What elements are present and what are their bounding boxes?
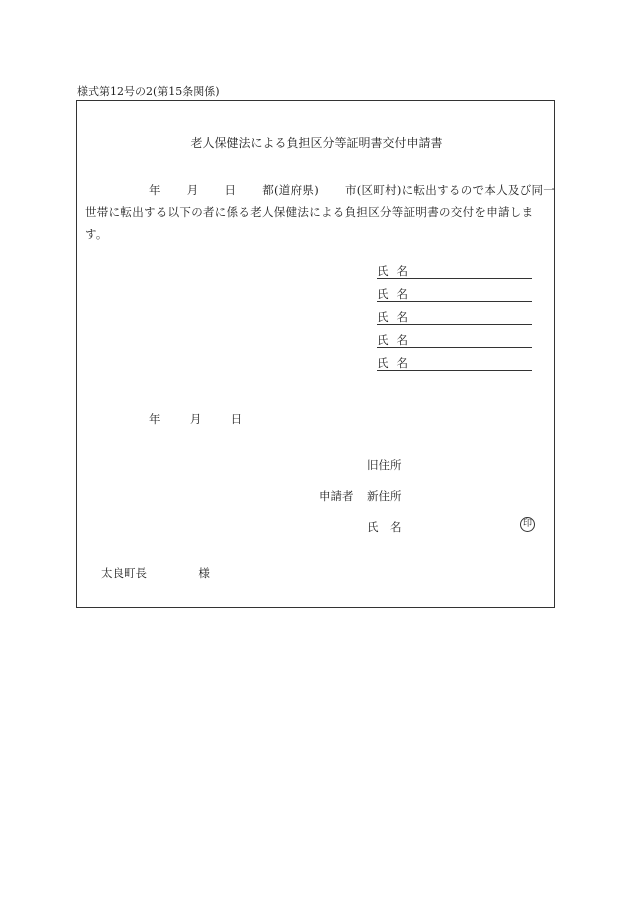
- form-title: 老人保健法による負担区分等証明書交付申請書: [190, 136, 443, 150]
- statement-line3: す。: [85, 227, 108, 241]
- name-field-4[interactable]: 氏名: [377, 333, 532, 348]
- name-field-5[interactable]: 氏名: [377, 356, 532, 371]
- form-number-label: 様式第12号の2(第15条関係): [77, 85, 220, 98]
- application-statement: [85, 179, 555, 245]
- application-form: [76, 100, 555, 608]
- application-date[interactable]: [149, 411, 242, 427]
- statement-month: 月: [186, 183, 199, 197]
- statement-year: 年: [148, 183, 161, 197]
- addressee-office: 太良町長: [101, 566, 147, 580]
- statement-line1: 市(区町村)に転出するので本人及び同一: [344, 183, 556, 197]
- name-field-3[interactable]: 氏名: [377, 310, 532, 325]
- statement-line2: 世帯に転出する以下の者に係る老人保健法による負担区分等証明書の交付を申請しま: [85, 205, 534, 219]
- date-month: 月: [189, 412, 202, 426]
- date-year: 年: [149, 412, 161, 426]
- statement-day: 日: [224, 183, 237, 197]
- old-address-label: 旧住所: [367, 458, 402, 472]
- addressee-honorific: 様: [198, 566, 210, 580]
- applicant-label: 申請者: [319, 489, 354, 503]
- applicant-name-label: 氏 名: [367, 520, 402, 534]
- name-field-2[interactable]: 氏名: [377, 287, 532, 302]
- statement-prefecture: 都(道府県): [262, 183, 319, 197]
- new-address-label: 新住所: [367, 489, 402, 503]
- date-day: 日: [230, 412, 243, 426]
- seal-mark: 印: [520, 517, 535, 532]
- name-field-1[interactable]: 氏名: [377, 264, 532, 279]
- addressee: [101, 565, 210, 581]
